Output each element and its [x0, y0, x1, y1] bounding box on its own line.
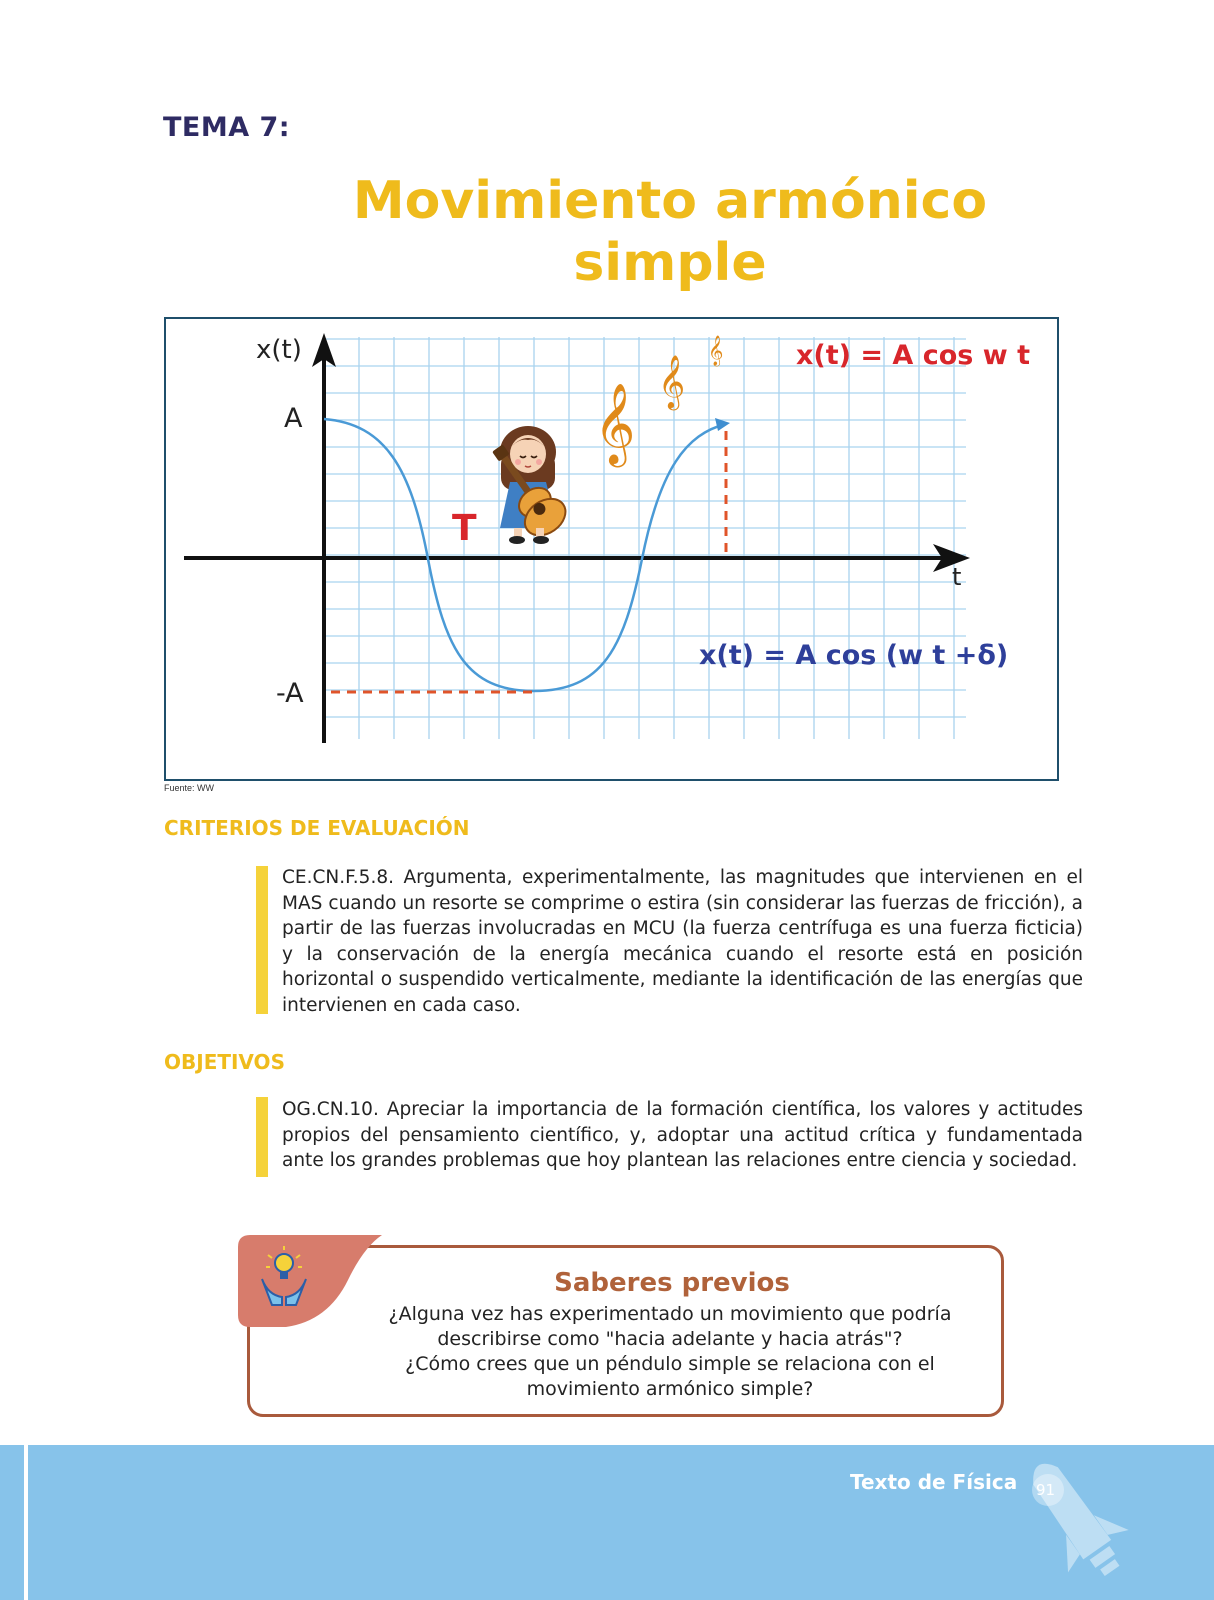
graph-grid — [324, 337, 966, 739]
saberes-line-1: ¿Alguna vez has experimentado un movimiento que podría — [388, 1303, 952, 1325]
y-axis-label: x(t) — [256, 335, 302, 365]
saberes-title: Saberes previos — [554, 1268, 790, 1298]
footer-divider — [24, 1445, 28, 1600]
page-number: 91 — [1036, 1481, 1056, 1499]
amplitude-label: A — [284, 403, 303, 434]
tema-label: TEMA 7: — [163, 112, 291, 143]
girl-with-guitar-illustration — [479, 426, 572, 544]
saberes-line-2: describirse como "hacia adelante y hacia atrás"? — [437, 1328, 903, 1350]
criterios-text: CE.CN.F.5.8. Argumenta, experimentalmente, las magnitudes que intervienen en el MAS cuando un resorte se comprime o estira (sin considerar las fuerzas de fricción), a partir de las fuerzas involucradas en MCU (la fuerza centrífuga es una fuerza ficticia) y la conservación de la energía mecánica cuando el resorte está en posición horizontal o suspendido verticalmente, mediante la identificación de las energías que intervienen en cada caso. — [282, 867, 1083, 1016]
objetivos-text: OG.CN.10. Apreciar la importancia de la formación científica, los valores y actitudes propios del pensamiento científico, y, adoptar una actitud crítica y fundamentada ante los grandes problemas que hoy plantean las relaciones entre ciencia y sociedad. — [282, 1099, 1083, 1171]
rocket-icon — [1005, 1445, 1155, 1600]
treble-clef-icon: 𝄞 — [658, 354, 686, 408]
title-line-2: simple — [573, 233, 767, 293]
criterios-bar — [256, 866, 268, 1014]
footer-book-title: Texto de Física — [850, 1470, 1018, 1494]
title-line-1: Movimiento armónico — [352, 171, 988, 231]
objetivos-heading: OBJETIVOS — [164, 1050, 285, 1074]
figure-source: Fuente: WW — [164, 783, 215, 793]
equation-2: x(t) = A cos (w t +δ) — [699, 640, 1009, 671]
period-label: T — [452, 508, 477, 549]
shm-figure — [164, 317, 1059, 781]
saberes-questions — [360, 1302, 980, 1402]
equation-1: x(t) = A cos w t — [796, 340, 1030, 371]
neg-amplitude-label: -A — [276, 678, 304, 709]
treble-clef-icon: 𝄞 — [594, 382, 636, 464]
saberes-line-4: movimiento armónico simple? — [526, 1378, 814, 1400]
x-axis-label: t — [952, 563, 962, 591]
treble-clef-icon: 𝄞 — [708, 336, 724, 366]
shm-graph — [166, 319, 1057, 779]
objetivos-bar — [256, 1097, 268, 1177]
page-title — [300, 170, 1040, 294]
saberes-line-3: ¿Cómo crees que un péndulo simple se relaciona con el — [405, 1353, 935, 1375]
criterios-heading: CRITERIOS DE EVALUACIÓN — [164, 816, 470, 840]
